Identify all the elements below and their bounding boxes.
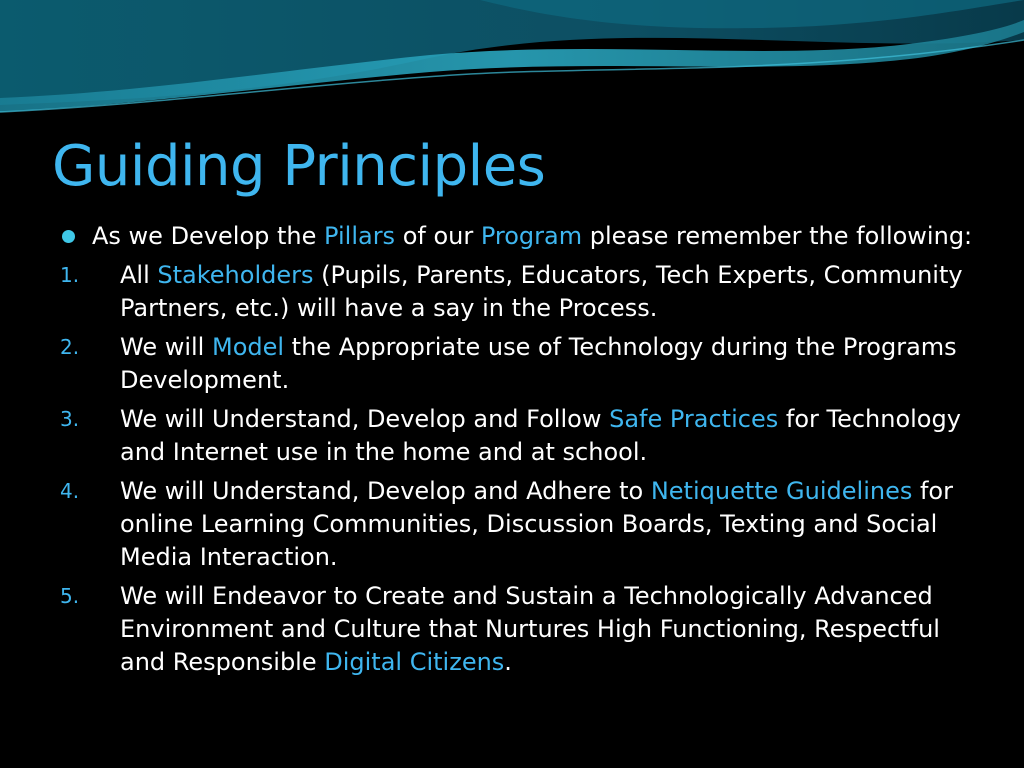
intro-text-2: of our bbox=[395, 222, 481, 250]
item-highlight: Stakeholders bbox=[157, 261, 314, 289]
highlight-program: Program bbox=[480, 222, 583, 250]
item-number: 1. bbox=[60, 263, 80, 287]
item-text-pre: We will bbox=[120, 333, 212, 361]
list-item bbox=[60, 475, 980, 574]
header-wave-graphic bbox=[0, 0, 1024, 140]
list-item bbox=[60, 259, 980, 325]
item-highlight: Digital Citizens bbox=[324, 648, 505, 676]
bullet-dot-icon bbox=[62, 230, 75, 243]
item-text-post: . bbox=[504, 648, 512, 676]
slide-body bbox=[60, 220, 980, 685]
intro-text-3: please remember the following: bbox=[582, 222, 973, 250]
item-text-post: the Appropriate use of Technology during the Programs Development. bbox=[120, 333, 957, 394]
item-text-pre: All bbox=[120, 261, 158, 289]
item-highlight: Netiquette Guidelines bbox=[650, 477, 913, 505]
item-number: 3. bbox=[60, 407, 80, 431]
list-item bbox=[60, 331, 980, 397]
item-highlight: Safe Practices bbox=[609, 405, 779, 433]
item-number: 5. bbox=[60, 584, 80, 608]
highlight-pillars: Pillars bbox=[324, 222, 396, 250]
item-number: 2. bbox=[60, 335, 80, 359]
item-text-post: for Technology and Internet use in the home and at school. bbox=[120, 405, 961, 466]
slide-title: Guiding Principles bbox=[52, 134, 546, 199]
item-text-pre: We will Understand, Develop and Follow bbox=[120, 405, 610, 433]
item-highlight: Model bbox=[211, 333, 285, 361]
item-number: 4. bbox=[60, 479, 80, 503]
item-text-post: (Pupils, Parents, Educators, Tech Experts, Community Partners, etc.) will have a say in the Process. bbox=[120, 261, 963, 322]
intro-bullet bbox=[60, 220, 980, 253]
list-item bbox=[60, 580, 980, 679]
item-text-pre: We will Endeavor to Create and Sustain a Technologically Advanced Environment and Culture that Nurtures High Functioning, Respectful and Responsible bbox=[120, 582, 940, 676]
intro-text-1: As we Develop the bbox=[92, 222, 325, 250]
item-text-pre: We will Understand, Develop and Adhere to bbox=[120, 477, 651, 505]
item-text-post: for online Learning Communities, Discussion Boards, Texting and Social Media Interaction. bbox=[120, 477, 953, 571]
list-item bbox=[60, 403, 980, 469]
